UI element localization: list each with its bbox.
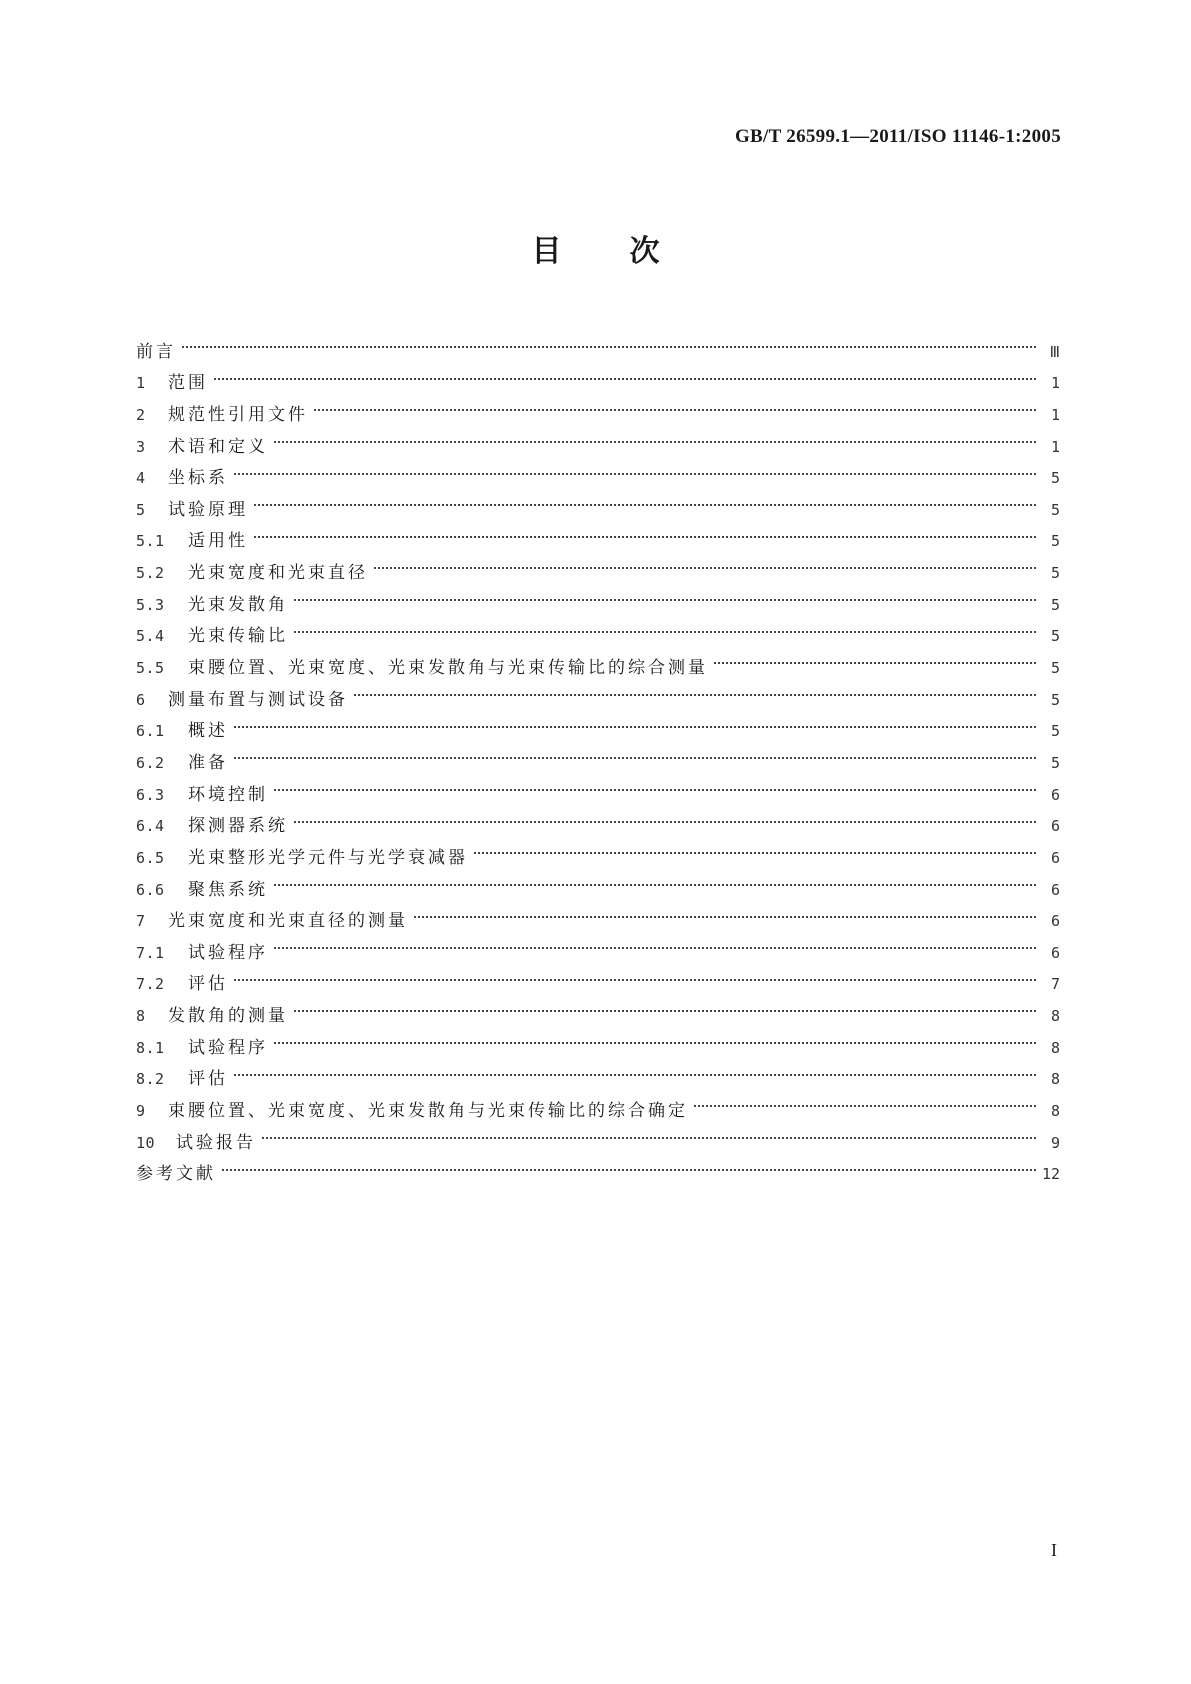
toc-dot-leader (274, 768, 1036, 800)
toc-entry-title: 环境控制 (188, 784, 268, 805)
toc-dot-leader (294, 578, 1036, 610)
toc-entry-number: 10 (136, 1133, 156, 1152)
toc-entry-page: 6 (1050, 848, 1060, 867)
toc-entry-page: 12 (1041, 1165, 1060, 1184)
toc-entry-number: 5.3 (136, 595, 165, 614)
toc-entry-title: 光束传输比 (188, 626, 288, 647)
toc-dot-leader (274, 863, 1036, 895)
toc-entry-title: 参考文献 (136, 1164, 216, 1185)
toc-entry-page: 5 (1050, 753, 1060, 772)
toc-entry-page: 1 (1050, 437, 1060, 456)
toc-entry[interactable] (136, 483, 1060, 520)
toc-dot-leader (714, 641, 1036, 673)
toc-dot-leader (234, 736, 1036, 768)
toc-entry[interactable] (136, 1148, 1060, 1185)
toc-entry-number: 7.2 (136, 975, 165, 994)
toc-entry-page: 5 (1050, 469, 1060, 488)
toc-entry-page: 6 (1050, 817, 1060, 836)
toc-dot-leader (294, 800, 1036, 832)
toc-entry-page: 5 (1050, 500, 1060, 519)
toc-entry-number: 6.6 (136, 880, 165, 899)
toc-dot-leader (274, 1021, 1036, 1053)
toc-entry-title: 试验程序 (188, 1037, 268, 1058)
toc-dot-leader (254, 483, 1036, 515)
toc-entry[interactable] (136, 1021, 1060, 1058)
toc-entry-title: 发散角的测量 (168, 1006, 288, 1027)
toc-dot-leader (694, 1084, 1036, 1116)
toc-entry-title: 评估 (188, 1069, 228, 1090)
toc-entry-number: 6.1 (136, 722, 165, 741)
toc-entry-title: 束腰位置、光束宽度、光束发散角与光束传输比的综合确定 (168, 1101, 688, 1122)
table-of-contents (136, 325, 1060, 1185)
toc-entry[interactable] (136, 420, 1060, 457)
toc-entry-number: 1 (136, 374, 146, 393)
toc-entry[interactable] (136, 736, 1060, 773)
toc-entry[interactable] (136, 800, 1060, 837)
toc-entry-number: 5.2 (136, 564, 165, 583)
toc-entry[interactable] (136, 1084, 1060, 1122)
toc-entry-page: 6 (1050, 912, 1060, 931)
standard-number: GB/T 26599.1—2011/ISO 11146-1:2005 (734, 126, 1061, 147)
toc-entry-page: 7 (1050, 975, 1060, 994)
toc-entry-page: 6 (1050, 943, 1060, 962)
toc-entry-page: 5 (1050, 722, 1060, 741)
toc-entry-number: 8.1 (136, 1038, 165, 1057)
toc-entry-title: 聚焦系统 (188, 879, 268, 900)
toc-entry-page: Ⅲ (1049, 342, 1060, 361)
toc-entry-number: 5.4 (136, 627, 165, 646)
toc-dot-leader (222, 1148, 1036, 1180)
toc-entry-title: 术语和定义 (168, 436, 268, 457)
page-number: I (1051, 1540, 1057, 1560)
toc-entry-number: 8 (136, 1007, 146, 1026)
toc-entry-number: 9 (136, 1102, 146, 1121)
toc-dot-leader (374, 546, 1036, 578)
toc-entry-page: 5 (1050, 627, 1060, 646)
toc-entry[interactable] (136, 1116, 1060, 1153)
toc-entry-page: 9 (1050, 1133, 1060, 1152)
toc-entry[interactable] (136, 546, 1060, 584)
toc-dot-leader (182, 325, 1036, 357)
toc-dot-leader (234, 1053, 1036, 1085)
toc-entry-page: 5 (1050, 595, 1060, 614)
toc-entry-page: 1 (1050, 374, 1060, 393)
toc-entry-number: 6.2 (136, 753, 165, 772)
toc-entry-title: 试验原理 (168, 499, 248, 520)
toc-entry-page: 5 (1050, 690, 1060, 709)
toc-entry-number: 3 (136, 437, 146, 456)
toc-entry[interactable] (136, 357, 1060, 394)
toc-entry-page: 5 (1050, 564, 1060, 583)
toc-entry-number: 7.1 (136, 943, 165, 962)
toc-dot-leader (354, 673, 1036, 705)
toc-entry-page: 1 (1050, 405, 1060, 424)
toc-entry-page: 6 (1050, 880, 1060, 899)
toc-entry[interactable] (136, 863, 1060, 900)
toc-entry-number: 7 (136, 912, 146, 931)
page-title: 目次 (531, 234, 728, 269)
toc-entry-title: 测量布置与测试设备 (168, 689, 348, 710)
toc-entry[interactable] (136, 325, 1060, 362)
toc-entry[interactable] (136, 768, 1060, 805)
toc-entry-title: 概述 (188, 721, 228, 742)
toc-dot-leader (274, 926, 1036, 958)
toc-entry-number: 6 (136, 690, 146, 709)
toc-entry-number: 8.2 (136, 1070, 165, 1089)
toc-entry-title: 规范性引用文件 (168, 404, 308, 425)
toc-entry[interactable] (136, 515, 1060, 552)
toc-entry-number: 5 (136, 500, 146, 519)
toc-entry-page: 5 (1050, 532, 1060, 551)
toc-entry[interactable] (136, 1053, 1060, 1090)
toc-entry-page: 6 (1050, 785, 1060, 804)
toc-entry-number: 6.4 (136, 817, 165, 836)
toc-entry[interactable] (136, 989, 1060, 1027)
toc-entry-page: 8 (1050, 1102, 1060, 1121)
toc-entry-title: 试验程序 (188, 942, 268, 963)
toc-entry-page: 5 (1050, 659, 1060, 678)
toc-entry[interactable] (136, 388, 1060, 425)
toc-entry-title: 探测器系统 (188, 816, 288, 837)
toc-entry-number: 5.1 (136, 532, 165, 551)
toc-dot-leader (214, 357, 1036, 389)
toc-entry-page: 8 (1050, 1070, 1060, 1089)
toc-entry[interactable] (136, 705, 1060, 742)
toc-dot-leader (262, 1116, 1036, 1148)
toc-entry-title: 评估 (188, 974, 228, 995)
toc-dot-leader (294, 989, 1036, 1021)
toc-entry-title: 前言 (136, 341, 176, 362)
toc-entry-number: 2 (136, 405, 146, 424)
toc-entry-title: 光束宽度和光束直径的测量 (168, 911, 408, 932)
toc-entry[interactable] (136, 926, 1060, 963)
toc-dot-leader (234, 452, 1036, 484)
toc-entry-number: 5.5 (136, 659, 165, 678)
toc-dot-leader (234, 705, 1036, 737)
toc-entry-page: 8 (1050, 1007, 1060, 1026)
toc-dot-leader (294, 610, 1036, 642)
toc-entry-title: 光束宽度和光束直径 (188, 563, 368, 584)
toc-entry[interactable] (136, 452, 1060, 489)
toc-entry-title: 束腰位置、光束宽度、光束发散角与光束传输比的综合测量 (188, 658, 708, 679)
toc-entry[interactable] (136, 895, 1060, 932)
toc-entry-title: 试验报告 (176, 1132, 256, 1153)
toc-dot-leader (314, 388, 1036, 420)
toc-entry-title: 光束整形光学元件与光学衰减器 (188, 847, 468, 868)
toc-entry[interactable] (136, 958, 1060, 995)
toc-entry-number: 6.3 (136, 785, 165, 804)
toc-dot-leader (474, 831, 1036, 863)
toc-dot-leader (234, 958, 1036, 990)
toc-entry-title: 光束发散角 (188, 594, 288, 615)
toc-entry-title: 适用性 (188, 531, 248, 552)
toc-dot-leader (254, 515, 1036, 547)
toc-dot-leader (274, 420, 1036, 452)
toc-entry-number: 4 (136, 469, 146, 488)
toc-entry-page: 8 (1050, 1038, 1060, 1057)
toc-entry-number: 6.5 (136, 848, 165, 867)
toc-entry-title: 准备 (188, 752, 228, 773)
toc-dot-leader (414, 895, 1036, 927)
toc-entry-title: 坐标系 (168, 468, 228, 489)
toc-entry-title: 范围 (168, 373, 208, 394)
